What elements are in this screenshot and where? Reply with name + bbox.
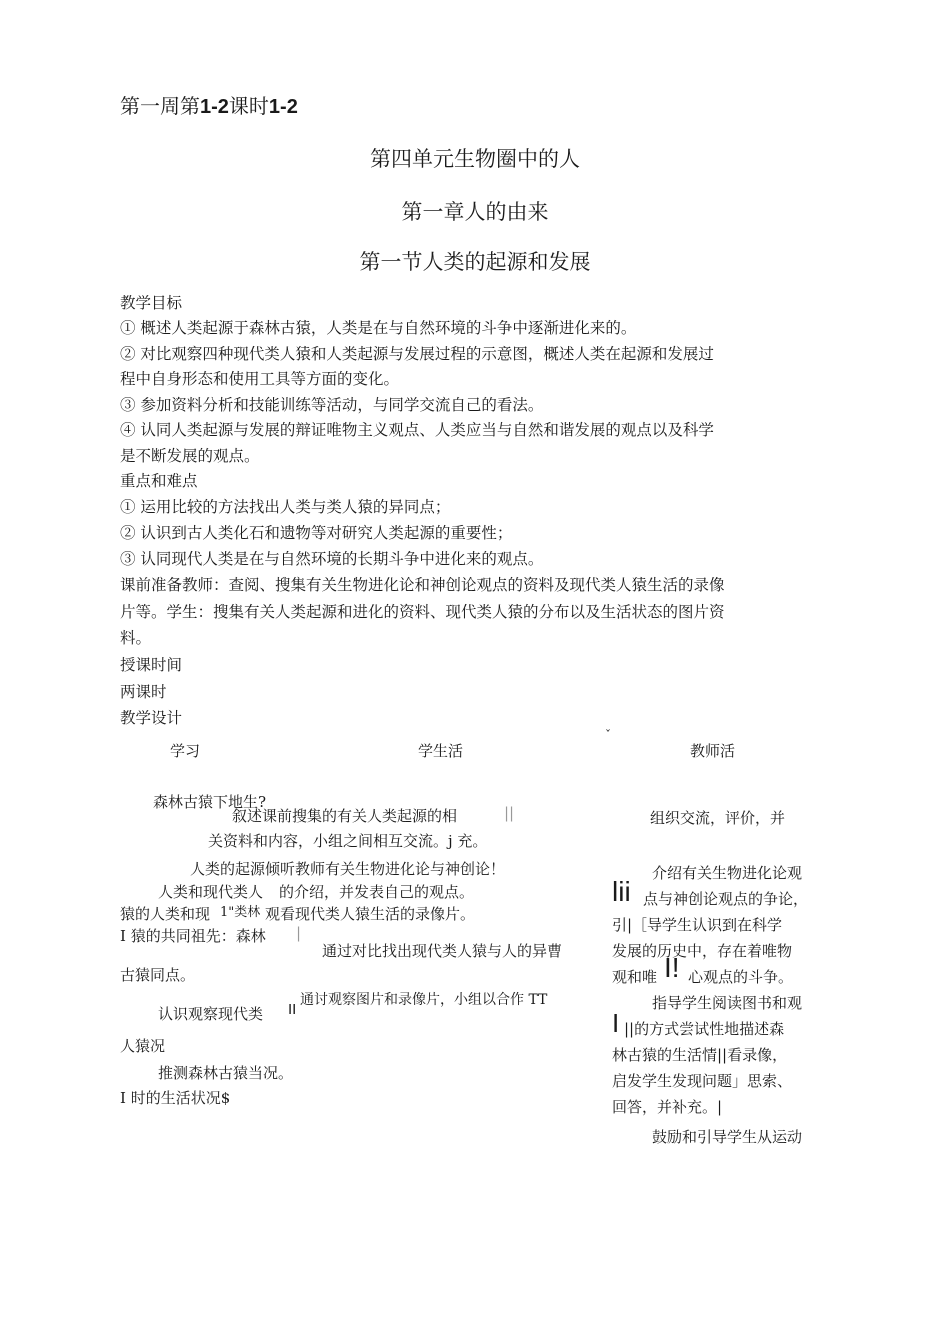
right-cell-line: 指导学生阅读图书和观 — [652, 994, 803, 1012]
right-cell-fragment: lii — [612, 876, 631, 907]
goals-heading: 教学目标 — [120, 294, 183, 312]
preparation-line-2: 片等。学生：搜集有关人类起源和进化的资料、现代类人猿的分布以及生活状态的图片资 — [120, 603, 725, 621]
right-cell-line: 启发学生发现问题」思索、 — [612, 1072, 793, 1090]
left-cell-clipped-line: I 时的生活状况$ — [120, 1089, 231, 1107]
right-cell-line: 林古猿的生活情||看录像， — [612, 1046, 788, 1064]
right-cell-clipped-line: 鼓励和引导学生从运动 — [652, 1128, 803, 1146]
right-cell-line: 介绍有关生物进化论观 — [652, 864, 803, 882]
right-cell-line: 发展的历史中，存在着唯物 — [612, 942, 793, 960]
goal-4-line-2: 是不断发展的观点。 — [120, 447, 260, 465]
mid-cell-line: 观看现代类人猿生活的录像片。 — [265, 905, 476, 923]
left-cell-fragment: II — [288, 1001, 297, 1018]
goal-2-line-1: ② 对比观察四种现代类人猿和人类起源与发展过程的示意图，概述人类在起源和发展过 — [120, 345, 714, 363]
week-lesson-header — [120, 90, 298, 119]
right-cell-fragment: I — [612, 1008, 620, 1038]
design-heading: 教学设计 — [120, 709, 183, 727]
goal-4-line-1: ④ 认同人类起源与发展的辩证唯物主义观点、人类应当与自然和谐发展的观点以及科学 — [120, 421, 714, 439]
goal-3: ③ 参加资料分析和技能训练等活动，与同学交流自己的看法。 — [120, 396, 544, 414]
right-cell-line: 点与神创论观点的争论， — [643, 890, 809, 908]
lesson-number: 1-2 — [268, 96, 298, 118]
mid-cell-line: 通讨观察图片和录像片，小组以合作 TT — [300, 992, 548, 1008]
col-header-student-activity: 学生活 — [418, 742, 464, 760]
mid-cell-line: 叙述课前搜集的有关人类起源的相 — [232, 807, 458, 825]
left-cell-line: 猿的人类和现 — [120, 905, 211, 923]
left-cell-line: 古猿同点。 — [120, 966, 196, 984]
time-heading: 授课时间 — [120, 656, 183, 674]
unit-title: 第四单元生物圈中的人 — [370, 147, 580, 171]
left-cell-line: 人猿况 — [120, 1037, 166, 1055]
mid-cell-line: 倾听教师有关生物进化论与神创论！ — [265, 860, 506, 878]
left-cell-fragment: | — [296, 924, 302, 942]
week-prefix: 第一周第 — [120, 94, 200, 118]
key-points-heading: 重点和难点 — [120, 472, 198, 490]
left-cell-line: 人类的起源 — [190, 860, 266, 878]
col-header-teacher-activity: 教师活 — [690, 742, 736, 760]
week-number: 1-2 — [200, 96, 229, 118]
goal-2-line-2: 程中自身形态和使用工具等方面的变化。 — [120, 370, 400, 388]
goal-1: ① 概述人类起源于森林古猿，人类是在与自然环境的斗争中逐渐进化来的。 — [120, 319, 637, 337]
left-cell-line: 人类和现代类人 — [158, 883, 264, 901]
right-cell-clipped-line: 组织交流，评价，并 — [650, 809, 786, 827]
key-point-3: ③ 认同现代人类是在与自然环境的长期斗争中进化来的观点。 — [120, 550, 544, 568]
left-cell-line: 推测森林古猿当况。 — [158, 1064, 294, 1082]
col-header-study: 学习 — [170, 742, 201, 760]
key-point-2: ② 认识到古人类化石和遗物等对研究人类起源的重要性； — [120, 524, 513, 542]
right-cell-line: 回答，并补充。| — [612, 1098, 723, 1116]
left-cell-line: 认识观察现代类 — [158, 1005, 264, 1023]
preparation-line-1: 课前准备教师：查阅、搜集有关生物进化论和神创论观点的资料及现代类人猿生活的录像 — [120, 576, 725, 594]
chapter-title: 第一章人的由来 — [401, 200, 549, 224]
mid-cell-line: 的介绍，并发表自己的观点。 — [279, 883, 475, 901]
scan-mark: ˇ — [605, 728, 611, 742]
right-cell-line: 观和唯 — [612, 968, 658, 986]
left-cell-line: I 猿的共同祖先：森林 — [120, 927, 266, 945]
key-point-1: ① 运用比较的方法找出人类与类人猿的异同点； — [120, 498, 451, 516]
left-cell-fragment: 1"类林 — [220, 905, 261, 920]
mid-cell-fragment: || — [504, 804, 515, 822]
left-cell-line: 森林古猿下地生? — [153, 793, 267, 811]
week-mid: 课时 — [228, 94, 269, 118]
preparation-line-3: 料。 — [120, 629, 152, 647]
mid-cell-line: 关资料和内容，小组之间相互交流。j 充。 — [208, 832, 488, 850]
right-cell-line: ||的方式尝试性地描述森 — [624, 1020, 785, 1038]
right-cell-line: 心观点的斗争。 — [688, 968, 794, 986]
mid-cell-line: 通过对比找出现代类人猿与人的异曹 — [322, 942, 563, 960]
right-cell-line: 引|［导学生认识到在科学 — [612, 916, 783, 934]
right-cell-fragment: I! — [664, 952, 680, 983]
section-title: 第一节人类的起源和发展 — [359, 250, 591, 274]
time-value: 两课时 — [120, 683, 167, 701]
